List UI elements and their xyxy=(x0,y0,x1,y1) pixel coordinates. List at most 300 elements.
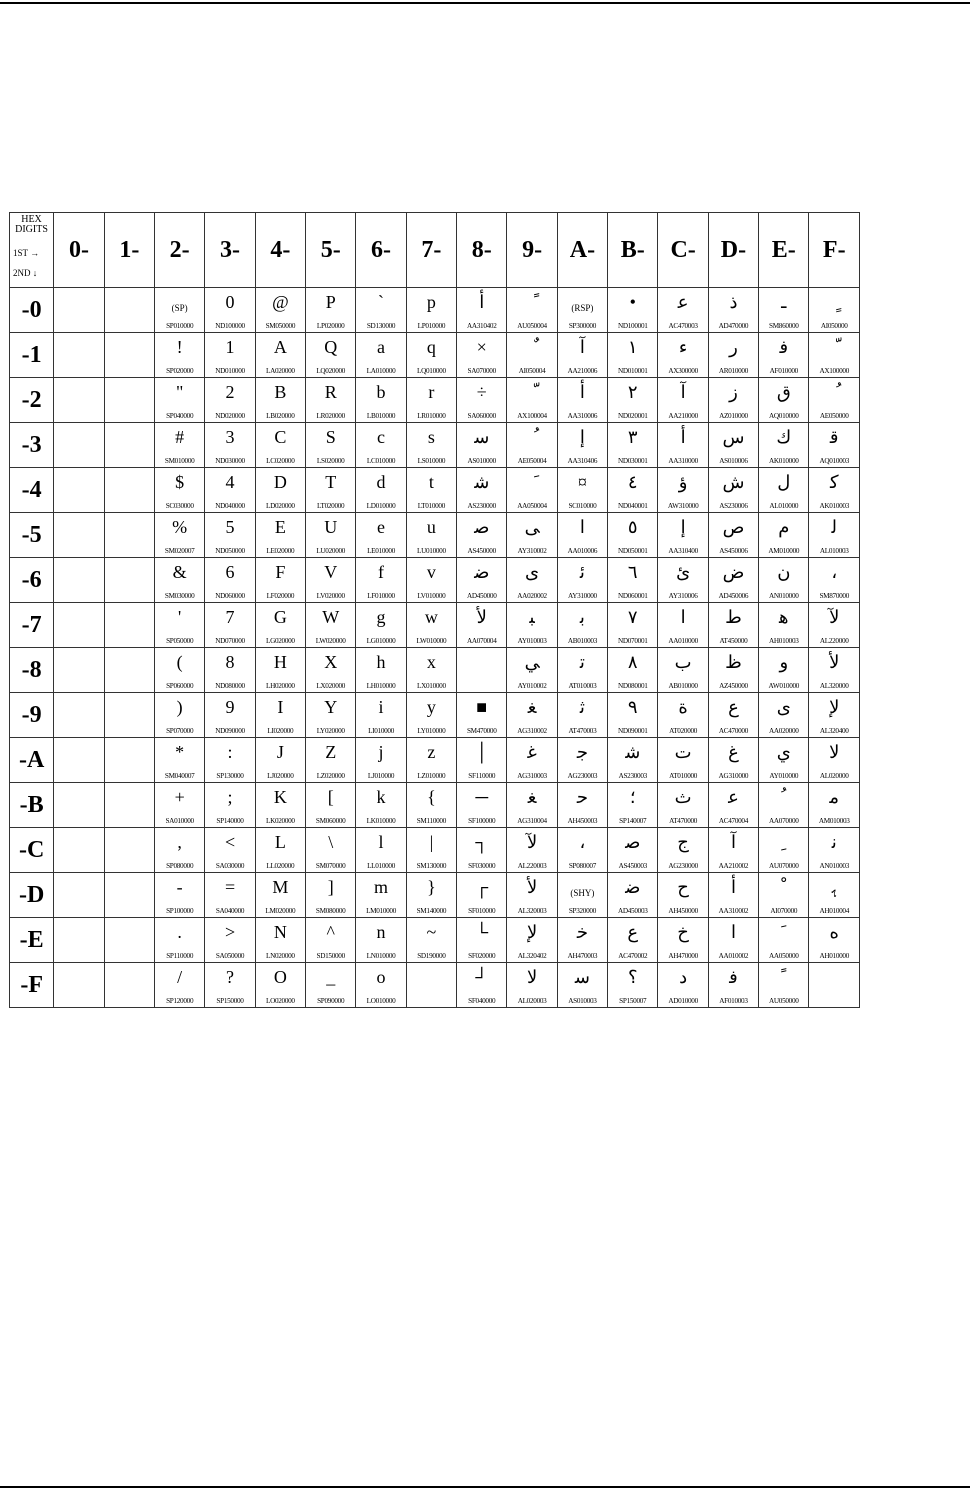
cell-glyph: (RSP) xyxy=(571,303,594,313)
cell-glyph-id: SA070000 xyxy=(467,367,496,375)
cell-glyph: ﻅ xyxy=(725,652,742,672)
cell-glyph-id: SP120000 xyxy=(166,997,194,1005)
code-cell xyxy=(155,558,205,603)
code-cell xyxy=(658,603,708,648)
cell-glyph: ﻍ xyxy=(728,742,739,762)
code-cell xyxy=(205,468,255,513)
cell-glyph-id: LO020000 xyxy=(265,997,295,1005)
code-cell xyxy=(608,468,658,513)
cell-glyph-id: LE020000 xyxy=(266,547,295,555)
column-header: D- xyxy=(708,213,758,288)
cell-glyph-id: LJ010000 xyxy=(367,772,395,780)
cell-glyph xyxy=(507,335,556,359)
corner-second-digit: 2ND ↓ xyxy=(13,268,38,278)
cell-glyph-id: AD450006 xyxy=(718,592,749,600)
cell-glyph-id: LI020000 xyxy=(267,727,294,735)
cell-glyph-id: AA050000 xyxy=(769,952,799,960)
code-cell xyxy=(104,333,154,378)
cell-glyph-id: SP100000 xyxy=(166,907,194,915)
code-cell xyxy=(54,558,104,603)
cell-glyph-id: AA310400 xyxy=(668,547,698,555)
table-row xyxy=(10,918,860,963)
table-row xyxy=(10,468,860,513)
column-header: 5- xyxy=(306,213,356,288)
cell-glyph: ٢ xyxy=(627,382,638,402)
code-cell xyxy=(708,558,758,603)
code-cell xyxy=(708,648,758,693)
cell-glyph: } xyxy=(427,877,436,897)
code-cell xyxy=(658,288,708,333)
code-cell xyxy=(608,738,658,783)
code-cell xyxy=(507,333,557,378)
cell-glyph-id: SC010000 xyxy=(568,502,597,510)
cell-glyph-id: SP050000 xyxy=(166,637,194,645)
cell-glyph: ; xyxy=(227,787,233,807)
code-cell xyxy=(255,963,305,1008)
cell-glyph: ﻻ xyxy=(829,742,840,762)
cell-glyph: ﻻ xyxy=(526,967,538,987)
cell-glyph-id: LD020000 xyxy=(265,502,295,510)
cell-glyph: ﺷ xyxy=(474,472,490,492)
cell-glyph-id: ND060000 xyxy=(215,592,245,600)
code-cell xyxy=(406,333,456,378)
cell-glyph: Z xyxy=(325,742,337,762)
cell-glyph: ﺧ xyxy=(576,922,588,942)
code-cell xyxy=(356,378,406,423)
cell-glyph-id: AY310002 xyxy=(517,547,547,555)
code-cell xyxy=(155,738,205,783)
code-cell xyxy=(809,918,860,963)
code-cell xyxy=(658,513,708,558)
cell-glyph-id: AA010006 xyxy=(567,547,598,555)
code-cell xyxy=(557,693,607,738)
code-cell xyxy=(104,693,154,738)
code-cell xyxy=(205,828,255,873)
cell-glyph-id: SF010000 xyxy=(468,907,496,915)
code-cell xyxy=(155,423,205,468)
cell-glyph-id: LS010000 xyxy=(417,457,446,465)
code-cell xyxy=(306,963,356,1008)
code-cell xyxy=(155,468,205,513)
cell-glyph: E xyxy=(274,517,286,537)
cell-glyph-id: AA310406 xyxy=(567,457,598,465)
code-cell xyxy=(406,783,456,828)
code-cell xyxy=(708,738,758,783)
code-cell xyxy=(708,918,758,963)
code-cell xyxy=(759,603,809,648)
code-cell xyxy=(608,333,658,378)
cell-glyph: ﺑ xyxy=(579,607,585,627)
cell-glyph-id: AQ010000 xyxy=(769,412,799,420)
cell-glyph: خ xyxy=(677,922,689,942)
cell-glyph: ^ xyxy=(326,922,335,942)
code-cell xyxy=(608,378,658,423)
cell-glyph-id: ND030001 xyxy=(617,457,648,465)
cell-glyph-id: ND070001 xyxy=(617,637,648,645)
code-cell xyxy=(608,648,658,693)
cell-glyph: W xyxy=(322,607,340,627)
code-cell xyxy=(658,423,708,468)
code-cell xyxy=(557,918,607,963)
code-cell xyxy=(205,648,255,693)
cell-glyph-id: AK010003 xyxy=(819,502,849,510)
cell-glyph-id: ND040000 xyxy=(215,502,245,510)
code-cell xyxy=(658,468,708,513)
cell-glyph: J xyxy=(276,742,284,762)
cell-glyph: : xyxy=(227,742,233,762)
cell-glyph-id: AA010000 xyxy=(668,637,698,645)
cell-glyph: ﻟ xyxy=(831,517,837,537)
cell-glyph-id: LU010000 xyxy=(417,547,446,555)
code-cell xyxy=(708,333,758,378)
code-cell xyxy=(306,783,356,828)
cell-glyph-id: AL020003 xyxy=(517,997,547,1005)
cell-glyph-id: AY010003 xyxy=(517,637,547,645)
code-cell xyxy=(507,693,557,738)
cell-glyph-id: AC470002 xyxy=(618,952,648,960)
code-cell xyxy=(406,648,456,693)
code-cell xyxy=(205,738,255,783)
code-cell xyxy=(306,918,356,963)
code-cell xyxy=(507,603,557,648)
cell-glyph: ﹾ xyxy=(781,877,787,897)
code-cell xyxy=(356,693,406,738)
cell-glyph-id: SD150000 xyxy=(316,952,345,960)
code-cell xyxy=(658,693,708,738)
code-cell xyxy=(658,333,708,378)
code-cell xyxy=(255,873,305,918)
code-cell xyxy=(356,423,406,468)
code-cell xyxy=(306,333,356,378)
cell-glyph: ﺛ xyxy=(579,697,585,717)
cell-glyph-id: SM080000 xyxy=(315,907,346,915)
cell-glyph-id: AS010000 xyxy=(467,457,496,465)
code-cell xyxy=(557,783,607,828)
code-cell xyxy=(457,558,507,603)
code-cell xyxy=(54,918,104,963)
table-row xyxy=(10,603,860,648)
code-cell xyxy=(457,828,507,873)
cell-glyph: ﻯ xyxy=(776,697,791,717)
code-cell xyxy=(708,963,758,1008)
cell-glyph-id: SP010000 xyxy=(166,322,194,330)
cell-glyph: ﻯ xyxy=(525,562,540,582)
code-cell xyxy=(809,558,860,603)
cell-glyph-id: LB020000 xyxy=(266,412,295,420)
bottom-rule xyxy=(0,1486,970,1488)
cell-glyph: ؟ xyxy=(627,967,638,987)
code-cell xyxy=(406,558,456,603)
cell-glyph-id: LL010000 xyxy=(367,862,396,870)
code-cell xyxy=(809,738,860,783)
code-cell xyxy=(507,828,557,873)
code-cell xyxy=(507,423,557,468)
cell-glyph: ﺍ xyxy=(579,517,585,537)
cell-glyph: • xyxy=(629,292,636,312)
cell-glyph: R xyxy=(324,382,337,402)
cell-glyph: ، xyxy=(831,562,838,582)
code-cell xyxy=(708,378,758,423)
cell-glyph-id: SP110000 xyxy=(166,952,194,960)
cell-glyph-id: AN010003 xyxy=(819,862,849,870)
cell-glyph-id: LG010000 xyxy=(366,637,396,645)
cell-glyph: 5 xyxy=(225,517,235,537)
code-cell xyxy=(507,738,557,783)
cell-glyph: n xyxy=(376,922,386,942)
cell-glyph: 1 xyxy=(225,337,235,357)
code-cell xyxy=(759,873,809,918)
cell-glyph: × xyxy=(476,337,487,357)
table-row xyxy=(10,378,860,423)
code-cell xyxy=(406,873,456,918)
cell-glyph: q xyxy=(426,337,436,357)
code-cell xyxy=(557,963,607,1008)
code-cell xyxy=(255,333,305,378)
cell-glyph-id: AY310006 xyxy=(668,592,698,600)
cell-glyph: ﺿ xyxy=(625,877,641,897)
cell-glyph-id: AY010000 xyxy=(769,772,799,780)
cell-glyph: [ xyxy=(327,787,334,807)
code-cell xyxy=(255,423,305,468)
code-cell xyxy=(759,963,809,1008)
code-cell xyxy=(306,738,356,783)
cell-glyph: ؛ xyxy=(629,787,636,807)
code-cell xyxy=(356,333,406,378)
cell-glyph: > xyxy=(224,922,236,942)
code-cell xyxy=(356,873,406,918)
cell-glyph: ﺃ xyxy=(579,382,585,402)
cell-glyph-id: AG310003 xyxy=(517,772,547,780)
code-cell xyxy=(658,873,708,918)
code-cell xyxy=(557,513,607,558)
cell-glyph-id: SP040000 xyxy=(166,412,194,420)
code-cell xyxy=(457,378,507,423)
cell-glyph-id: LG020000 xyxy=(265,637,295,645)
code-cell xyxy=(457,783,507,828)
cell-glyph: ﻋ xyxy=(677,292,689,312)
cell-glyph: ﺍ xyxy=(730,922,736,942)
cell-glyph: ﻝ xyxy=(777,472,791,492)
cell-glyph-id: LR010000 xyxy=(417,412,446,420)
cell-glyph-id: ND010001 xyxy=(617,367,648,375)
code-cell xyxy=(155,513,205,558)
cell-glyph: ﻐ xyxy=(527,787,537,807)
cell-glyph-id: LN020000 xyxy=(265,952,295,960)
cell-glyph: m xyxy=(374,877,389,897)
cell-glyph: ت xyxy=(674,742,692,762)
cell-glyph-id: AH450000 xyxy=(668,907,698,915)
cell-glyph: ﺻ xyxy=(625,832,641,852)
cell-glyph-id: LW010000 xyxy=(416,637,447,645)
cell-glyph-id: SM010000 xyxy=(164,457,195,465)
cell-glyph: (SP) xyxy=(171,303,188,313)
cell-glyph-id: LO010000 xyxy=(366,997,396,1005)
table-row xyxy=(10,648,860,693)
code-cell xyxy=(809,513,860,558)
cell-glyph: ~ xyxy=(426,922,437,942)
table-row xyxy=(10,288,860,333)
cell-glyph-id: AA210006 xyxy=(567,367,598,375)
cell-glyph: ﻧ xyxy=(831,832,837,852)
cell-glyph-id: SF100000 xyxy=(468,817,496,825)
cell-glyph: ﻣ xyxy=(829,787,840,807)
cell-glyph: ﻕ xyxy=(776,382,791,402)
code-cell xyxy=(306,378,356,423)
code-cell xyxy=(255,468,305,513)
code-cell xyxy=(406,423,456,468)
cell-glyph: ) xyxy=(176,697,183,717)
code-cell xyxy=(608,693,658,738)
code-cell xyxy=(658,738,708,783)
cell-glyph-id: AL220000 xyxy=(819,637,849,645)
cell-glyph: _ xyxy=(326,967,336,987)
cell-glyph: ﺃ xyxy=(479,292,485,312)
cell-glyph: o xyxy=(376,967,386,987)
cell-glyph-id: SF030000 xyxy=(468,862,496,870)
cell-glyph: ﹺ xyxy=(781,832,787,852)
code-cell xyxy=(54,423,104,468)
cell-glyph: A xyxy=(273,337,287,357)
cell-glyph-id: ND050000 xyxy=(215,547,245,555)
code-cell xyxy=(356,738,406,783)
table-row xyxy=(10,873,860,918)
cell-glyph: ﺽ xyxy=(722,562,745,582)
cell-glyph: ٨ xyxy=(627,652,638,672)
code-cell xyxy=(255,918,305,963)
cell-glyph: U xyxy=(324,517,338,537)
code-cell xyxy=(608,828,658,873)
code-cell xyxy=(406,918,456,963)
cell-glyph-id: SP090000 xyxy=(317,997,345,1005)
column-header: 2- xyxy=(155,213,205,288)
cell-glyph-id: AA210000 xyxy=(668,412,698,420)
cell-glyph-id: AH470003 xyxy=(567,952,598,960)
cell-glyph: ج xyxy=(677,832,689,852)
cell-glyph-id: LK020000 xyxy=(265,817,295,825)
cell-glyph-id: LA010000 xyxy=(366,367,396,375)
cell-glyph-id: LC010000 xyxy=(366,457,396,465)
cell-glyph-id: AT450000 xyxy=(719,637,748,645)
cell-glyph-id: LW020000 xyxy=(315,637,346,645)
cell-glyph: │ xyxy=(475,742,489,762)
code-cell xyxy=(557,648,607,693)
code-cell xyxy=(759,738,809,783)
code-cell xyxy=(306,468,356,513)
code-cell xyxy=(457,738,507,783)
cell-glyph-id: LX010000 xyxy=(417,682,446,690)
cell-glyph-id: LJ020000 xyxy=(267,772,294,780)
code-cell xyxy=(104,828,154,873)
code-cell xyxy=(708,423,758,468)
cell-glyph-id: LD010000 xyxy=(366,502,396,510)
table-row xyxy=(10,333,860,378)
cell-glyph-id: ND010000 xyxy=(215,367,245,375)
cell-glyph-id: SP080000 xyxy=(166,862,194,870)
cell-glyph-id: ND020001 xyxy=(617,412,648,420)
cell-glyph: % xyxy=(172,517,188,537)
cell-glyph-id: AT010000 xyxy=(669,772,698,780)
cell-glyph-id: AA070004 xyxy=(466,637,497,645)
cell-glyph: f xyxy=(378,562,385,582)
cell-glyph: ، xyxy=(579,832,586,852)
cell-glyph-id: AM010003 xyxy=(818,817,850,825)
cell-glyph xyxy=(507,380,556,404)
code-cell xyxy=(306,828,356,873)
cell-glyph: ﺳ xyxy=(574,967,590,987)
code-cell xyxy=(104,783,154,828)
cell-glyph-id: AG230000 xyxy=(668,862,698,870)
code-cell xyxy=(356,603,406,648)
row-header: -8 xyxy=(10,648,54,693)
cell-glyph: ٣ xyxy=(627,427,638,447)
code-cell xyxy=(356,513,406,558)
cell-glyph-id: LU020000 xyxy=(316,547,346,555)
code-cell xyxy=(255,693,305,738)
cell-glyph: 6 xyxy=(225,562,235,582)
cell-glyph: w xyxy=(424,607,438,627)
code-cell xyxy=(406,378,456,423)
row-header: -5 xyxy=(10,513,54,558)
cell-glyph-id: AU050000 xyxy=(769,997,799,1005)
cell-glyph-id: AC470000 xyxy=(718,727,749,735)
cell-glyph-id: LS020000 xyxy=(316,457,345,465)
code-cell xyxy=(406,738,456,783)
cell-glyph xyxy=(809,380,859,404)
cell-glyph: ه xyxy=(829,922,839,942)
cell-glyph-id: ND030000 xyxy=(215,457,245,465)
row-header: -E xyxy=(10,918,54,963)
code-cell xyxy=(608,558,658,603)
cell-glyph-id: AW010000 xyxy=(768,682,800,690)
cell-glyph: ﺁ xyxy=(730,832,736,852)
code-cell xyxy=(557,423,607,468)
cell-glyph xyxy=(809,290,859,314)
code-cell xyxy=(255,738,305,783)
code-cell xyxy=(809,873,860,918)
column-header: 1- xyxy=(104,213,154,288)
cell-glyph: ﺋ xyxy=(579,562,585,582)
code-cell xyxy=(759,423,809,468)
code-cell xyxy=(608,423,658,468)
cell-glyph-id: ND090001 xyxy=(617,727,648,735)
cell-glyph: د xyxy=(679,967,688,987)
cell-glyph-id: AS450000 xyxy=(467,547,496,555)
code-cell xyxy=(557,873,607,918)
cell-glyph: K xyxy=(273,787,287,807)
cell-glyph: e xyxy=(377,517,386,537)
cell-glyph-id: SC030000 xyxy=(165,502,194,510)
code-cell xyxy=(54,873,104,918)
cell-glyph: ﻵ xyxy=(829,607,840,627)
cell-glyph-id: AL010000 xyxy=(769,502,799,510)
cell-glyph-id: AF010000 xyxy=(769,367,798,375)
cell-glyph: O xyxy=(273,967,287,987)
cell-glyph: @ xyxy=(272,292,289,312)
cell-glyph: Y xyxy=(324,697,338,717)
cell-glyph-id: SA040000 xyxy=(215,907,245,915)
code-cell xyxy=(406,288,456,333)
code-cell xyxy=(507,558,557,603)
row-header: -6 xyxy=(10,558,54,603)
cell-glyph-id: LZ010000 xyxy=(417,772,446,780)
table-row xyxy=(10,693,860,738)
code-cell xyxy=(356,783,406,828)
cell-glyph-id: LM010000 xyxy=(366,907,397,915)
cell-glyph-id: AL320402 xyxy=(517,952,547,960)
code-cell xyxy=(809,333,860,378)
cell-glyph: ﺃ xyxy=(730,877,736,897)
cell-glyph: ﺒ xyxy=(529,607,535,627)
